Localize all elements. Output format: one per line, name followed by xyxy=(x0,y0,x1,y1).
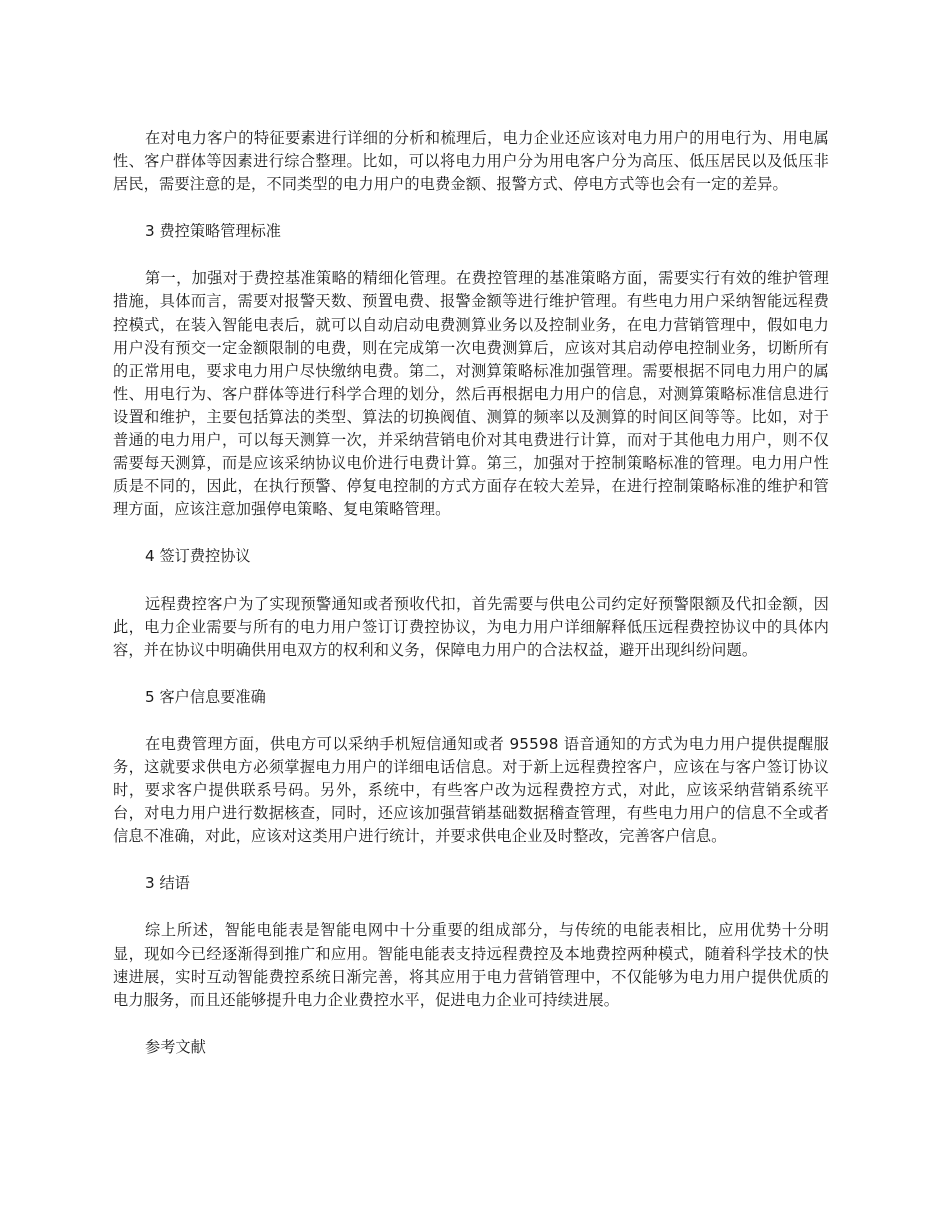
paragraph-customer-info: 在电费管理方面，供电方可以采纳手机短信通知或者 95598 语音通知的方式为电力用户提供提醒服务，这就要求供电方必须掌握电力用户的详细电话信息。对于新上远程费控客户，应该在与客户签订协议时，要求客户提供联系号码。另外，系统中，有些客户改为远程费控方式，对此，应该采纳营销系统平台，对电力用户进行数据核查，同时，还应该加强营销基础数据稽查管理，有些电力用户的信息不全或者信息不准确，对此，应该对这类用户进行统计，并要求供电企业及时整改，完善客户信息。 xyxy=(113,734,829,846)
paragraph-agreement: 远程费控客户为了实现预警通知或者预收代扣，首先需要与供电公司约定好预警限额及代扣金额，因此，电力企业需要与所有的电力用户签订订费控协议，为电力用户详细解释低压远程费控协议中的具体内容，并在协议中明确供用电双方的权利和义务，保障电力用户的合法权益，避开出现纠纷问题。 xyxy=(113,594,829,659)
section-heading-cost-control-strategy: 3 费控策略管理标准 xyxy=(145,222,281,241)
section-heading-conclusion: 3 结语 xyxy=(145,874,190,893)
section-heading-customer-info: 5 客户信息要准确 xyxy=(145,687,266,706)
section-heading-sign-agreement: 4 签订费控协议 xyxy=(145,547,251,566)
paragraph-strategy-management: 第一，加强对于费控基准策略的精细化管理。在费控管理的基准策略方面，需要实行有效的维护管理措施，具体而言，需要对报警天数、预置电费、报警金额等进行维护管理。有些电力用户采纳智能远程费控模式，在装入智能电表后，就可以自动启动电费测算业务以及控制业务，在电力营销管理中，假如电力用户没有预交一定金额限制的电费，则在完成第一次电费测算后，应该对其启动停电控制业务，切断所有的正常用电，要求电力用户尽快缴纳电费。第二，对测算策略标准加强管理。需要根据不同电力用户的属性、用电行为、客户群体等进行科学合理的划分，然后再根据电力用户的信息，对测算策略标准信息进行设置和维护，主要包括算法的类型、算法的切换阀值、测算的频率以及测算的时间区间等等。比如，对于普通的电力用户，可以每天测算一次，并采纳营销电价对其电费进行计算，而对于其他电力用户，则不仅需要每天测算，而是应该采纳协议电价进行电费计算。第三，加强对于控制策略标准的管理。电力用户性质是不同的，因此，在执行预警、停复电控制的方式方面存在较大差异，在进行控制策略标准的维护和管理方面，应该注意加强停电策略、复电策略管理。 xyxy=(113,269,829,519)
document-body xyxy=(113,127,829,1059)
section-heading-references: 参考文献 xyxy=(145,1037,206,1056)
paragraph-conclusion: 综上所述，智能电能表是智能电网中十分重要的组成部分，与传统的电能表相比，应用优势十分明显，现如今已经逐渐得到推广和应用。智能电能表支持远程费控及本地费控两种模式，随着科学技术的快速进展，实时互动智能费控系统日渐完善，将其应用于电力营销管理中，不仅能够为电力用户提供优质的电力服务，而且还能够提升电力企业费控水平，促进电力企业可持续进展。 xyxy=(113,921,829,1009)
paragraph-customer-features: 在对电力客户的特征要素进行详细的分析和梳理后，电力企业还应该对电力用户的用电行为、用电属性、客户群体等因素进行综合整理。比如，可以将电力用户分为用电客户分为高压、低压居民以及低压非居民，需要注意的是，不同类型的电力用户的电费金额、报警方式、停电方式等也会有一定的差异。 xyxy=(113,129,829,194)
